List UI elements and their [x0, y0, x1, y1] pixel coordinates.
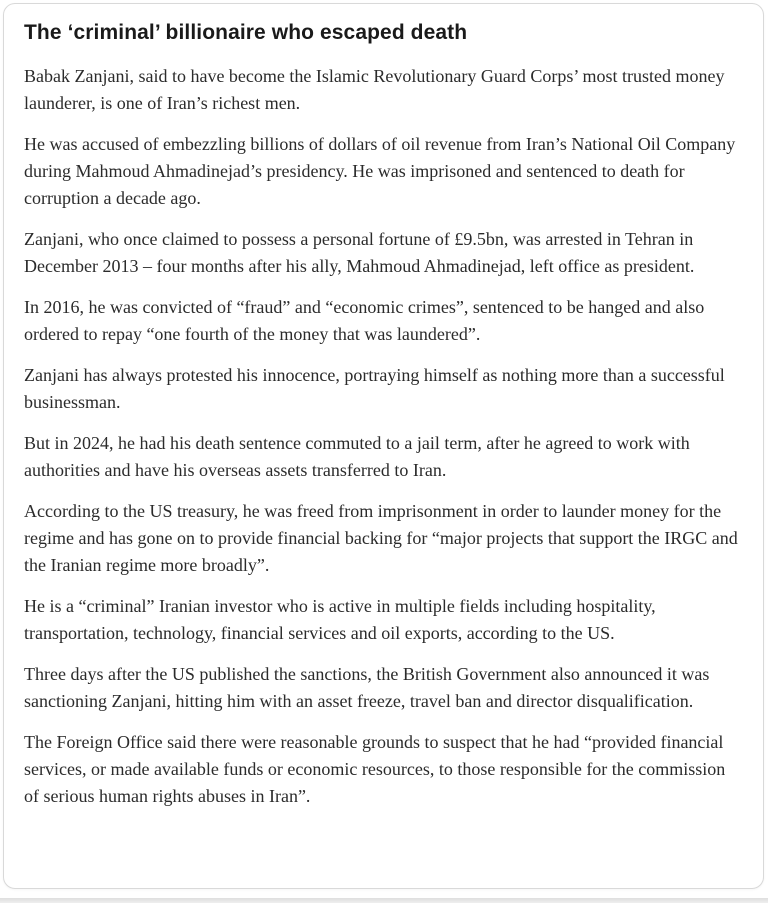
article-paragraph: Three days after the US published the sanctions, the British Government also announced it was sanctioning Zanjani, hitting him with an asset freeze, travel ban and director disqualification. — [24, 664, 710, 711]
article-paragraph: Zanjani, who once claimed to possess a personal fortune of £9.5bn, was arrested in Tehran in December 2013 – four months after his ally, Mahmoud Ahmadinejad, left office as president. — [24, 229, 695, 276]
article-paragraph: In 2016, he was convicted of “fraud” and “economic crimes”, sentenced to be hanged and also ordered to repay “one fourth of the money that was laundered”. — [24, 297, 705, 344]
page-bottom-divider — [0, 898, 768, 903]
article-paragraph: But in 2024, he had his death sentence commuted to a jail term, after he agreed to work with authorities and have his overseas assets transferred to Iran. — [24, 433, 690, 480]
article-paragraph: He was accused of embezzling billions of dollars of oil revenue from Iran’s National Oil Company during Mahmoud Ahmadinejad’s presidency. He was imprisoned and sentenced to death for corruption a decade ago. — [24, 134, 736, 208]
article-paragraph: He is a “criminal” Iranian investor who is active in multiple fields including hospitality, transportation, technology, financial services and oil exports, according to the US. — [24, 596, 656, 643]
article-paragraph: The Foreign Office said there were reasonable grounds to suspect that he had “provided financial services, or made available funds or economic resources, to those responsible for the commission of serious human rights abuses in Iran”. — [24, 732, 726, 806]
article-paragraph: According to the US treasury, he was freed from imprisonment in order to launder money for the regime and has gone on to provide financial backing for “major projects that support the IRGC and the Iranian regime more broadly”. — [24, 501, 738, 575]
article-paragraph: Babak Zanjani, said to have become the Islamic Revolutionary Guard Corps’ most trusted money launderer, is one of Iran’s richest men. — [24, 66, 725, 113]
article-card — [3, 3, 764, 889]
article-paragraph: Zanjani has always protested his innocence, portraying himself as nothing more than a successful businessman. — [24, 365, 725, 412]
article-title: The ‘criminal’ billionaire who escaped death — [24, 21, 468, 44]
